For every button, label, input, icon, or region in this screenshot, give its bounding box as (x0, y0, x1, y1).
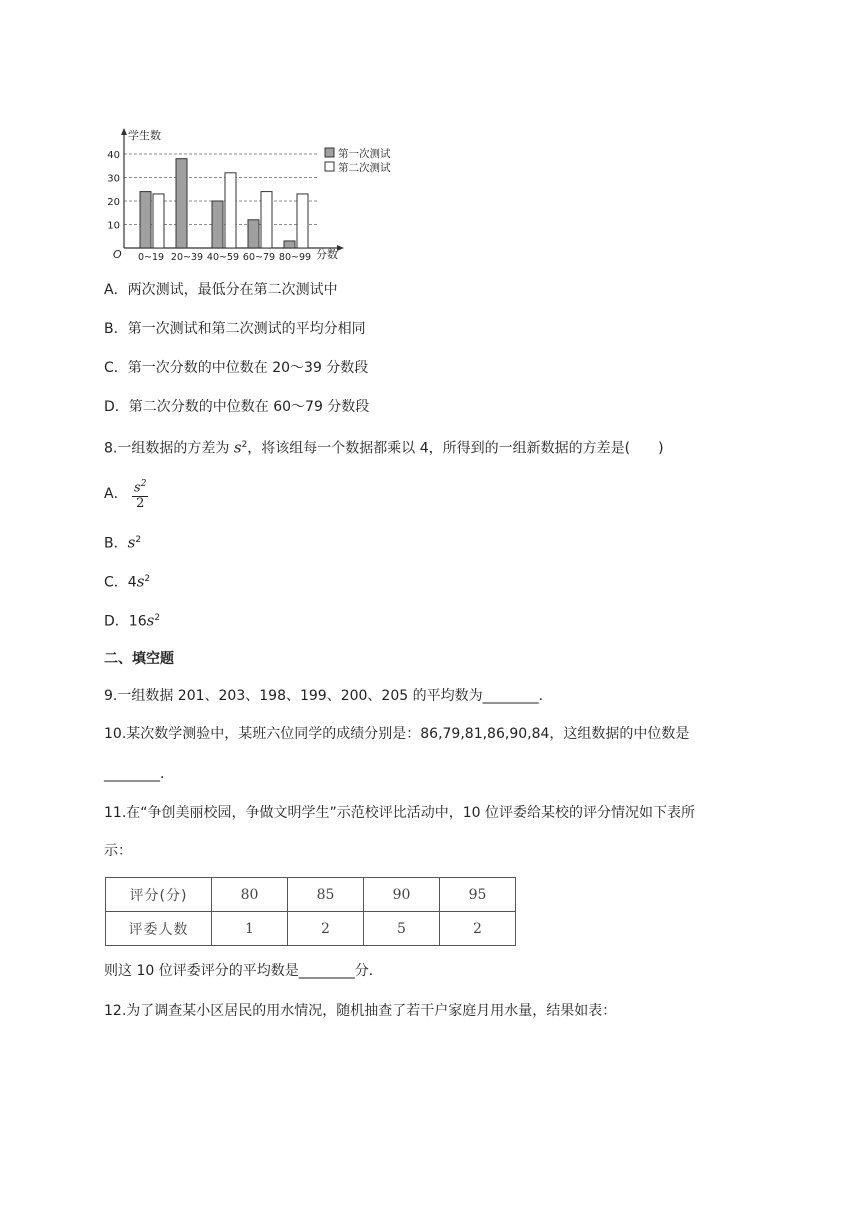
bar-second-test (225, 173, 236, 248)
q8-option-a-numerator (132, 477, 148, 496)
q10-line1: 10.某次数学测验中，某班六位同学的成绩分别是：86,79,81,86,90,84，这组数据的中位数是 (104, 726, 690, 742)
origin-label: O (113, 248, 122, 261)
table-header-score: 评分(分) (106, 878, 212, 912)
y-tick-label: 40 (107, 150, 120, 161)
q11-score-table (105, 877, 516, 946)
q8-option-a-exp: 2 (140, 479, 147, 490)
q11-line1: 11.在“争创美丽校园，争做文明学生”示范校评比活动中，10 位评委给某校的评分情况如下表所 (104, 805, 696, 821)
q7-option-a: A．两次测试，最低分在第二次测试中 (104, 282, 338, 298)
bar-first-test (284, 241, 295, 248)
q8-option-b (104, 530, 141, 554)
x-tick-label: 80~99 (278, 252, 312, 263)
table-cell: 2 (288, 912, 364, 946)
bar-first-test (140, 192, 151, 248)
y-tick-label: 30 (107, 173, 120, 185)
table-cell: 85 (288, 878, 364, 912)
q8-option-b-var: s (127, 533, 136, 552)
y-tick-label: 20 (107, 197, 120, 208)
bar-first-test (248, 220, 259, 248)
table-cell: 80 (212, 878, 288, 912)
q8-stem-after: ，将该组每一个数据都乘以 4，所得到的一组新数据的方差是( ) (247, 440, 664, 457)
legend-swatch (325, 148, 334, 157)
bar-second-test (297, 194, 308, 248)
q8-option-b-exp: 2 (135, 535, 142, 545)
q11-after-text: 则这 10 位评委评分的平均数是________分． (104, 963, 383, 979)
bar-second-test (153, 194, 164, 248)
chart-legend (325, 147, 391, 174)
table-cell: 5 (364, 912, 440, 946)
q7-option-b: B．第一次测试和第二次测试的平均分相同 (104, 321, 366, 337)
q10-line2: ________． (104, 766, 174, 782)
legend-label: 第一次测试 (338, 148, 391, 160)
q8-stem (104, 435, 664, 459)
q8-option-c (104, 569, 150, 593)
table-cell: 2 (440, 912, 516, 946)
q8-option-d (104, 608, 160, 632)
x-axis-arrow (337, 245, 344, 251)
table-row (106, 878, 516, 912)
q7-option-c: C．第一次分数的中位数在 20～39 分数段 (104, 360, 369, 376)
q12-text: 12.为了调查某小区居民的用水情况，随机抽查了若干户家庭月用水量，结果如表： (104, 1003, 617, 1019)
q8-option-c-coef: 4 (127, 574, 137, 591)
q8-option-a-var: s (134, 480, 141, 496)
legend-swatch (325, 162, 334, 171)
table-header-judges: 评委人数 (106, 912, 212, 946)
legend-label: 第二次测试 (338, 162, 391, 174)
bar-second-test (261, 192, 272, 248)
x-tick-label: 0~19 (137, 252, 165, 263)
q8-option-d-var: s (146, 611, 155, 630)
y-tick-label: 10 (107, 220, 120, 232)
q8-option-a-denominator: 2 (136, 495, 145, 511)
q8-variance-exponent: 2 (241, 440, 248, 450)
section-title-fill-in: 二、填空题 (104, 651, 174, 667)
q8-stem-before: 8.一组数据的方差为 (104, 440, 234, 457)
q8-option-a-label: A． (104, 486, 128, 502)
q8-option-d-coef: 16 (128, 613, 147, 630)
q8-option-d-exp: 2 (154, 613, 161, 623)
q8-option-c-label: C． (104, 574, 128, 591)
q9-text: 9.一组数据 201、203、198、199、200、205 的平均数为________． (104, 688, 553, 704)
q8-option-c-exp: 2 (144, 574, 151, 584)
score-distribution-chart (96, 124, 416, 264)
bar-first-test (212, 201, 223, 248)
q8-option-b-label: B． (104, 535, 128, 552)
q8-option-d-label: D． (104, 613, 129, 630)
x-tick-label: 40~59 (206, 252, 240, 263)
table-cell: 95 (440, 878, 516, 912)
q7-option-d: D．第二次分数的中位数在 60～79 分数段 (104, 399, 370, 415)
y-axis-label: 学生数 (128, 129, 161, 142)
x-tick-label: 20~39 (170, 252, 204, 263)
table-cell: 90 (364, 878, 440, 912)
q8-option-c-var: s (136, 572, 145, 591)
bar-first-test (176, 159, 187, 248)
table-cell: 1 (212, 912, 288, 946)
q11-line2: 示： (104, 843, 132, 859)
table-row (106, 912, 516, 946)
q8-option-a-fraction (132, 477, 148, 510)
q8-option-a (104, 476, 148, 512)
q8-variance-symbol: s (233, 438, 242, 457)
x-tick-label: 60~79 (242, 252, 276, 263)
x-axis-label: 分数 (316, 248, 338, 261)
y-axis-arrow (121, 128, 127, 135)
